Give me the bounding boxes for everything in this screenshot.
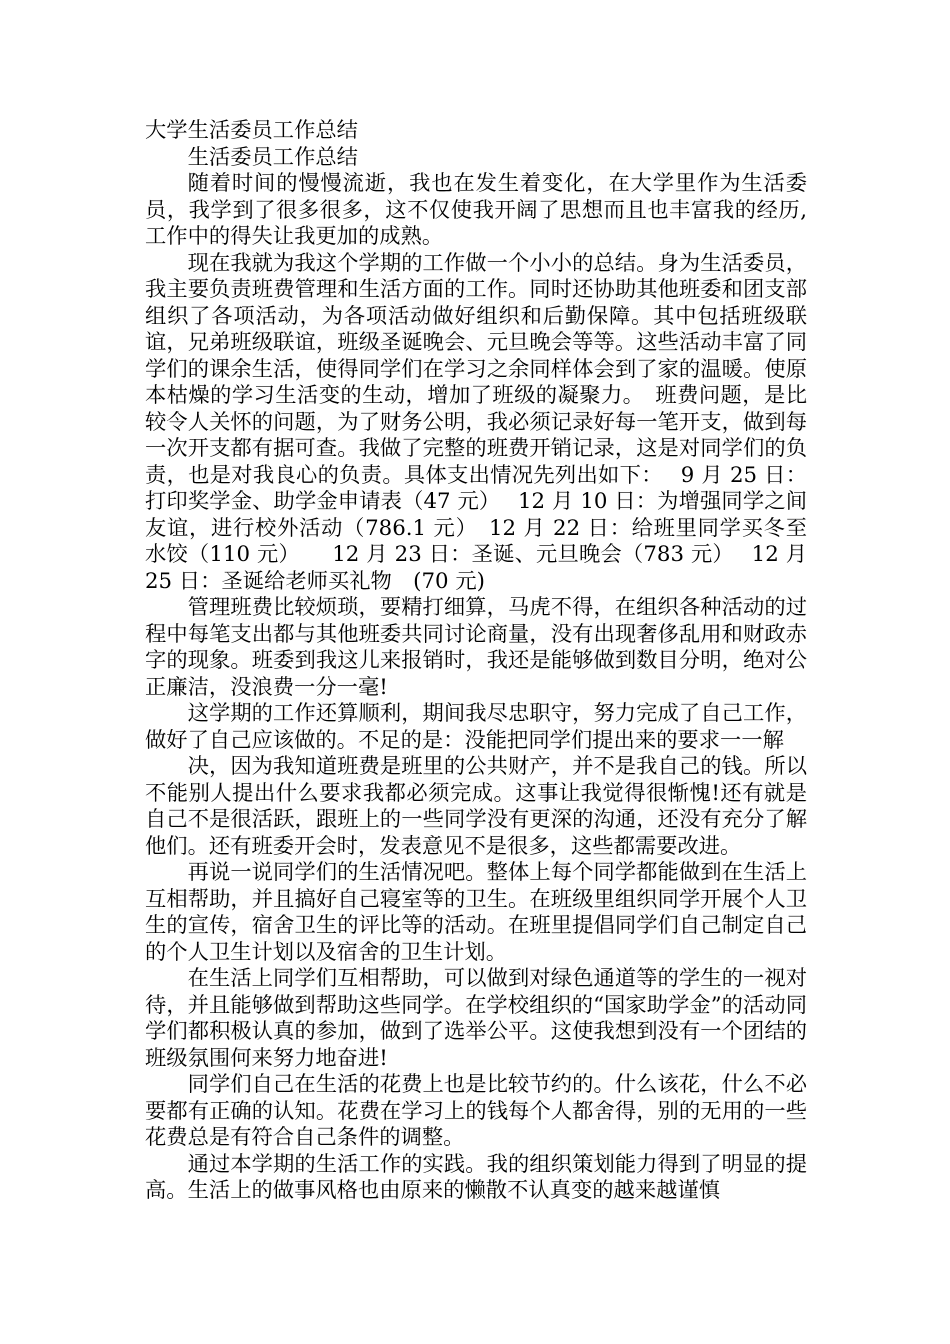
paragraph-spending: 同学们自己在生活的花费上也是比较节约的。什么该花，什么不必要都有正确的认知。花费在学习上的钱每个人都舍得，别的无用的一些花费总是有符合自己条件的调整。: [145, 1072, 807, 1150]
paragraph-shortcomings: 这学期的工作还算顺利，期间我尽忠职守，努力完成了自己工作，做好了自己应该做的。不足的是：没能把同学们提出来的要求一一解: [145, 701, 807, 753]
paragraph-conclusion: 通过本学期的生活工作的实践。我的组织策划能力得到了明显的提高。生活上的做事风格也由原来的懒散不认真变的越来越谨慎: [145, 1151, 807, 1203]
document-title: 大学生活委员工作总结: [145, 118, 358, 143]
paragraph-mutual-help: 在生活上同学们互相帮助，可以做到对绿色通道等的学生的一视对待，并且能够做到帮助这些同学。在学校组织的“国家助学金”的活动同学们都积极认真的参加，做到了选举公平。这使我想到没有一个团结的班级氛围何来努力地奋进!: [145, 966, 807, 1071]
paragraph-fee-management: 管理班费比较烦琐，要精打细算，马虎不得，在组织各种活动的过程中每笔支出都与其他班委共同讨论商量，没有出现奢侈乱用和财政赤字的现象。班委到我这儿来报销时，我还是能够做到数目分明，绝对公正廉洁，没浪费一分一毫!: [145, 595, 807, 700]
paragraph-living-conditions: 再说一说同学们的生活情况吧。整体上每个同学都能做到在生活上互相帮助，并且搞好自己寝室等的卫生。在班级里组织同学开展个人卫生的宣传，宿舍卫生的评比等的活动。在班里提倡同学们自己制定自己的个人卫生计划以及宿舍的卫生计划。: [145, 860, 807, 965]
document-subtitle: 生活委员工作总结: [187, 144, 358, 170]
paragraph-intro: 随着时间的慢慢流逝，我也在发生着变化，在大学里作为生活委员，我学到了很多很多，这不仅使我开阔了思想而且也丰富我的经历, 工作中的得失让我更加的成熟。: [145, 171, 814, 249]
document-page: [145, 118, 814, 1205]
paragraph-duties-and-expenses: 现在我就为我这个学期的工作做一个小小的总结。身为生活委员，我主要负责班费管理和生活方面的工作。同时还协助其他班委和团支部组织了各项活动，为各项活动做好组织和后勤保障。其中包括班级联谊，兄弟班级联谊，班级圣诞晚会、元旦晚会等等。这些活动丰富了同学们的课余生活，使得同学们在学习之余同样体会到了家的温暖。使原本枯燥的学习生活变的生动，增加了班级的凝聚力。 班费问题，是比较令人关怀的问题，为了财务公明，我必须记录好每一笔开支，做到每一次开支都有据可查。我做了完整的班费开销记录，这是对同学们的负责，也是对我良心的负责。具体支出情况先列出如下： 9 月 25 日：打印奖学金、助学金申请表（47 元） 12 月 10 日：为增强同学之间友谊，进行校外活动（786.1 元） 12 月 22 日：给班里同学买冬至水饺（110 元） 12 月 23 日：圣诞、元旦晚会（783 元） 12 月 25 日：圣诞给老师买礼物 (70 元): [145, 250, 814, 594]
paragraph-shortcomings-continued: 决，因为我知道班费是班里的公共财产，并不是我自己的钱。所以不能别人提出什么要求我都必须完成。这事让我觉得很惭愧!还有就是自己不是很活跃，跟班上的一些同学没有更深的沟通，还没有充分了解他们。还有班委开会时，发表意见不是很多，这些都需要改进。: [145, 754, 807, 859]
